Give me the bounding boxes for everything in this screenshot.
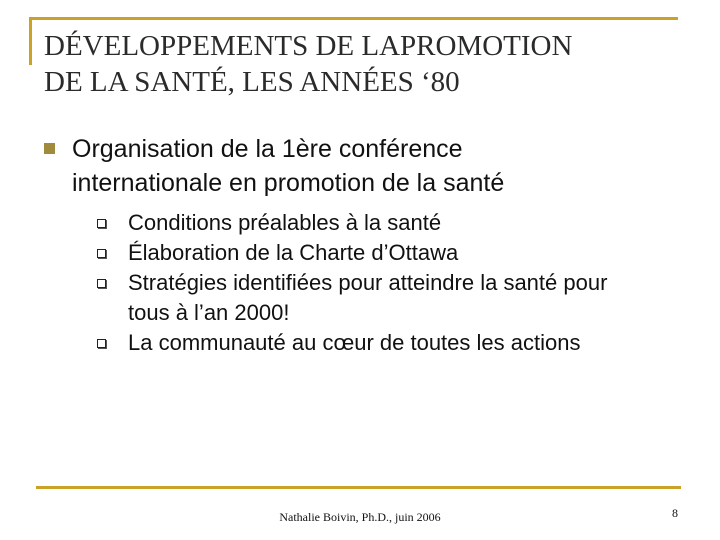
main-bullet-text: [72, 132, 692, 200]
title-frame-top-rule: [29, 17, 678, 20]
hollow-square-bullet-icon: [97, 219, 106, 228]
square-bullet-icon: [44, 143, 55, 154]
sub-bullet-text: Conditions préalables à la santé: [128, 210, 442, 235]
sub-bullet-text-line-2: tous à l’an 2000!: [128, 300, 290, 325]
main-bullet-line-1: Organisation de la 1ère conférence: [72, 135, 463, 163]
sub-bullet-item: [96, 268, 696, 328]
hollow-square-bullet-icon: [97, 249, 106, 258]
title-line-1: DÉVELOPPEMENTS DE LAPROMOTION: [44, 30, 573, 62]
page-number: 8: [672, 506, 678, 520]
sub-bullet-text-line-1: Stratégies identifiées pour atteindre la santé pour: [128, 270, 608, 295]
sub-bullet-list: [96, 208, 696, 358]
title-line-2: DE LA SANTÉ, LES ANNÉES ‘80: [44, 66, 460, 98]
main-bullet-line-2: internationale en promotion de la santé: [72, 169, 505, 197]
slide-title: [44, 28, 684, 100]
sub-bullet-item: [96, 208, 696, 238]
sub-bullet-item: [96, 328, 696, 358]
footer-rule: [36, 486, 681, 489]
sub-bullet-item: [96, 238, 696, 268]
title-frame-left-rule: [29, 17, 32, 65]
hollow-square-bullet-icon: [97, 339, 106, 348]
sub-bullet-text: La communauté au cœur de toutes les actions: [128, 330, 581, 355]
hollow-square-bullet-icon: [97, 279, 106, 288]
footer-author: Nathalie Boivin, Ph.D., juin 2006: [279, 510, 441, 524]
sub-bullet-text: Élaboration de la Charte d’Ottawa: [128, 240, 459, 265]
